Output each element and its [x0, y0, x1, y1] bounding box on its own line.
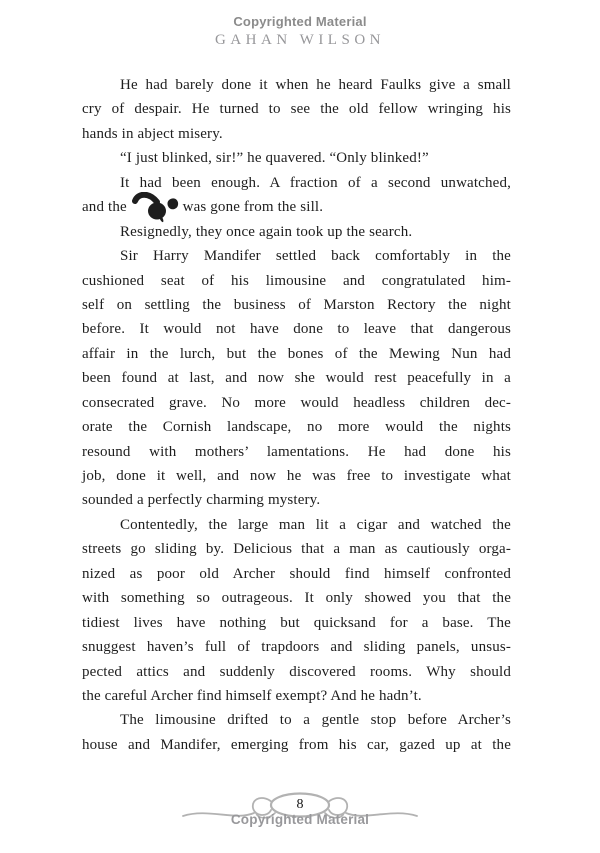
text-line: consecrated grave. No more would headless children dec-	[82, 394, 511, 411]
text-line: pected attics and suddenly discovered rooms. Why should	[82, 663, 511, 680]
text-line: sounded a perfectly charming mystery.	[82, 492, 321, 509]
text-line: tidiest lives have nothing but quicksand for a base. The	[82, 614, 511, 631]
text-line: nized as poor old Archer should find himself confronted	[82, 565, 511, 582]
text-line: cushioned seat of his limousine and congratulated him-	[82, 272, 511, 289]
text-line: self on settling the business of Marston Rectory the night	[82, 296, 511, 313]
text-line: It had been enough. A fraction of a second unwatched,	[120, 174, 511, 191]
text-line: streets go sliding by. Delicious that a man as cautiously orga-	[82, 541, 511, 558]
text-line: The limousine drifted to a gentle stop before Archer’s	[120, 712, 511, 729]
text-line: He had barely done it when he heard Faulks give a small	[120, 77, 511, 93]
author-running-head: GAHAN WILSON	[215, 32, 385, 48]
body-text-block	[82, 73, 511, 757]
text-line: cry of despair. He turned to see the old fellow wringing his	[82, 101, 511, 118]
page-header	[0, 14, 600, 49]
text-line: house and Mandifer, emerging from his car, gazed up at the	[82, 736, 511, 753]
text-line: before. It would not have done to leave that dangerous	[82, 321, 511, 338]
text-line: “I just blinked, sir!” he quavered. “Only blinked!”	[120, 150, 429, 167]
text-line: with something so outrageous. It only showed you that the	[82, 590, 511, 607]
copyright-notice-bottom: Copyrighted Material	[230, 812, 370, 827]
text-line: resound with mothers’ lamentations. He had done his	[82, 443, 511, 460]
page-number: 8	[296, 797, 304, 812]
text-line: Sir Harry Mandifer settled back comfortably in the	[120, 248, 511, 265]
text-line: job, done it well, and now he was free to investigate what	[82, 468, 511, 484]
ink-blot-beast-glyph	[131, 209, 179, 211]
text-line: Contentedly, the large man lit a cigar and watched the	[120, 516, 511, 533]
text-line: been found at last, and now she would rest peacefully in a	[82, 370, 511, 387]
text-line: and the was gone from the sill.	[82, 195, 511, 219]
text-line: the careful Archer find himself exempt? And he hadn’t.	[82, 687, 422, 704]
copyright-notice-top: Copyrighted Material	[233, 14, 367, 29]
text-line: Resignedly, they once again took up the search.	[120, 223, 413, 240]
text-line: orate the Cornish landscape, no more would the nights	[82, 419, 511, 436]
text-line: affair in the lurch, but the bones of the Mewing Nun had	[82, 345, 511, 362]
text-line: snuggest haven’s full of trapdoors and sliding panels, unsus-	[82, 639, 511, 656]
text-line: hands in abject misery.	[82, 125, 223, 142]
